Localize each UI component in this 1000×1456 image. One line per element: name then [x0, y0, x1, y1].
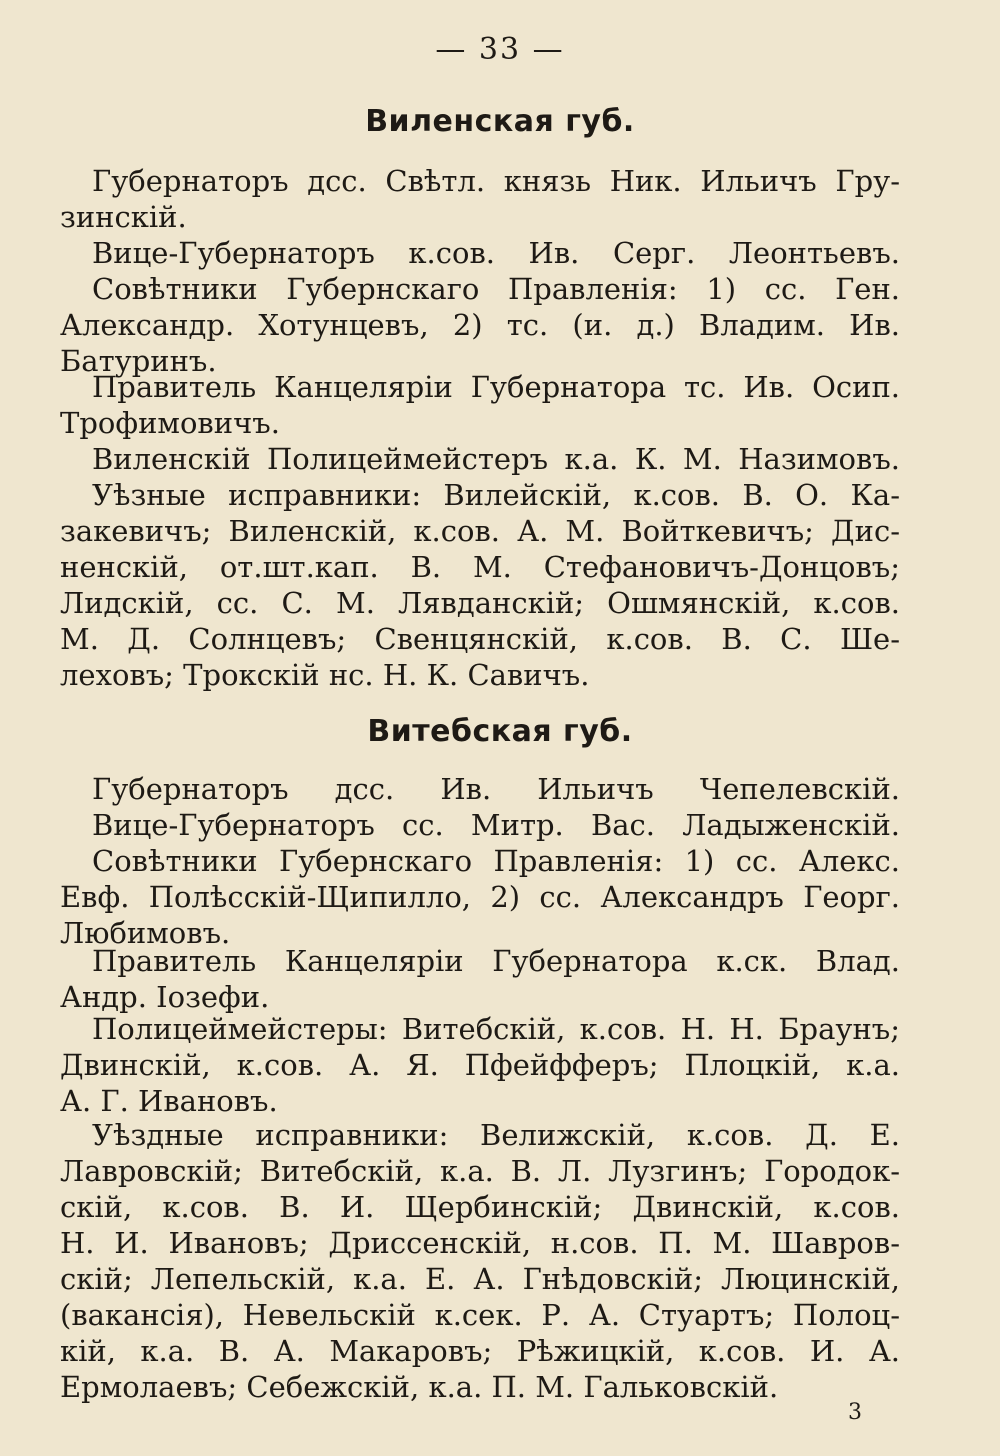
- signature-mark: 3: [848, 1400, 862, 1425]
- text-line: закевичъ; Виленскій, к.сов. А. М. Войткевичъ; Дис-: [60, 514, 900, 548]
- paragraph: [60, 1011, 900, 1119]
- text-line: ненскій, от.шт.кап. В. М. Стефановичъ-Донцовъ;: [60, 550, 900, 584]
- text-line: Уѣзные исправники: Вилейскій, к.сов. В. О. Ка-: [92, 478, 900, 512]
- text-line: Правитель Канцеляріи Губернатора тс. Ив. Осип.: [92, 370, 900, 404]
- text-line: А. Г. Ивановъ.: [60, 1084, 278, 1118]
- paragraph: [60, 441, 900, 477]
- text-line: Полицеймейстеры: Витебскій, к.сов. Н. Н. Браунъ;: [92, 1012, 900, 1046]
- text-line: Трофимовичъ.: [60, 406, 280, 440]
- text-line: Лавровскій; Витебскій, к.а. В. Л. Лузгинъ; Городок-: [60, 1154, 900, 1188]
- paragraph: [60, 235, 900, 271]
- text-line: Правитель Канцеляріи Губернатора к.ск. Влад.: [92, 944, 900, 978]
- page-number: — 33 —: [435, 32, 565, 67]
- text-line: Двинскій, к.сов. А. Я. Пфейфферъ; Плоцкій, к.а.: [60, 1048, 900, 1082]
- section-heading-vitebsk: Витебская губ.: [367, 714, 633, 749]
- text-line: скій; Лепельскій, к.а. Е. А. Гнѣдовскій; Люцинскій,: [60, 1262, 900, 1296]
- text-line: Любимовъ.: [60, 916, 231, 950]
- text-line: Совѣтники Губернскаго Правленія: 1) сс. Алекс.: [92, 844, 900, 878]
- text-line: Евф. Полѣсскій-Щипилло, 2) сс. Александръ Георг.: [60, 880, 900, 914]
- text-line: Губернаторъ дсс. Ив. Ильичъ Чепелевскій.: [92, 772, 900, 806]
- text-line: Совѣтники Губернскаго Правленія: 1) сс. Ген.: [92, 272, 900, 306]
- paragraph: [60, 1117, 900, 1405]
- text-line: Губернаторъ дсс. Свѣтл. князь Ник. Ильичъ Гру-: [92, 164, 900, 198]
- text-line: Вице-Губернаторъ к.сов. Ив. Серг. Леонтьевъ.: [92, 236, 900, 270]
- text-line: Ермолаевъ; Себежскій, к.а. П. М. Гальковскій.: [60, 1370, 779, 1404]
- text-line: М. Д. Солнцевъ; Свенцянскій, к.сов. В. С. Ше-: [60, 622, 900, 656]
- paragraph: [60, 477, 900, 693]
- text-line: Батуринъ.: [60, 344, 217, 378]
- text-line: скій, к.сов. В. И. Щербинскій; Двинскій, к.сов.: [60, 1190, 900, 1224]
- paragraph: [60, 163, 900, 235]
- text-line: леховъ; Трокскій нс. Н. К. Савичъ.: [60, 658, 590, 692]
- text-line: Андр. Іозефи.: [60, 980, 270, 1014]
- text-line: кій, к.а. В. А. Макаровъ; Рѣжицкій, к.сов. И. А.: [60, 1334, 900, 1368]
- paragraph: [60, 771, 900, 807]
- paragraph: [60, 943, 900, 1015]
- text-line: (вакансія), Невельскій к.сек. Р. А. Стуартъ; Полоц-: [60, 1298, 900, 1332]
- text-line: зинскій.: [60, 200, 187, 234]
- text-line: Александр. Хотунцевъ, 2) тс. (и. д.) Владим. Ив.: [60, 308, 900, 342]
- text-line: Виленскій Полицеймейстеръ к.а. К. М. Назимовъ.: [92, 442, 900, 476]
- text-line: Уѣздные исправники: Велижскій, к.сов. Д. Е.: [92, 1118, 900, 1152]
- text-line: Н. И. Ивановъ; Дриссенскій, н.сов. П. М. Шавров-: [60, 1226, 900, 1260]
- section-heading-vilna: Виленская губ.: [365, 104, 635, 139]
- text-line: Лидскій, сс. С. М. Лявданскій; Ошмянскій, к.сов.: [60, 586, 900, 620]
- paragraph: [60, 369, 900, 441]
- paragraph: [60, 807, 900, 843]
- text-line: Вице-Губернаторъ сс. Митр. Вас. Ладыженскій.: [92, 808, 900, 842]
- paragraph: [60, 843, 900, 951]
- paragraph: [60, 271, 900, 379]
